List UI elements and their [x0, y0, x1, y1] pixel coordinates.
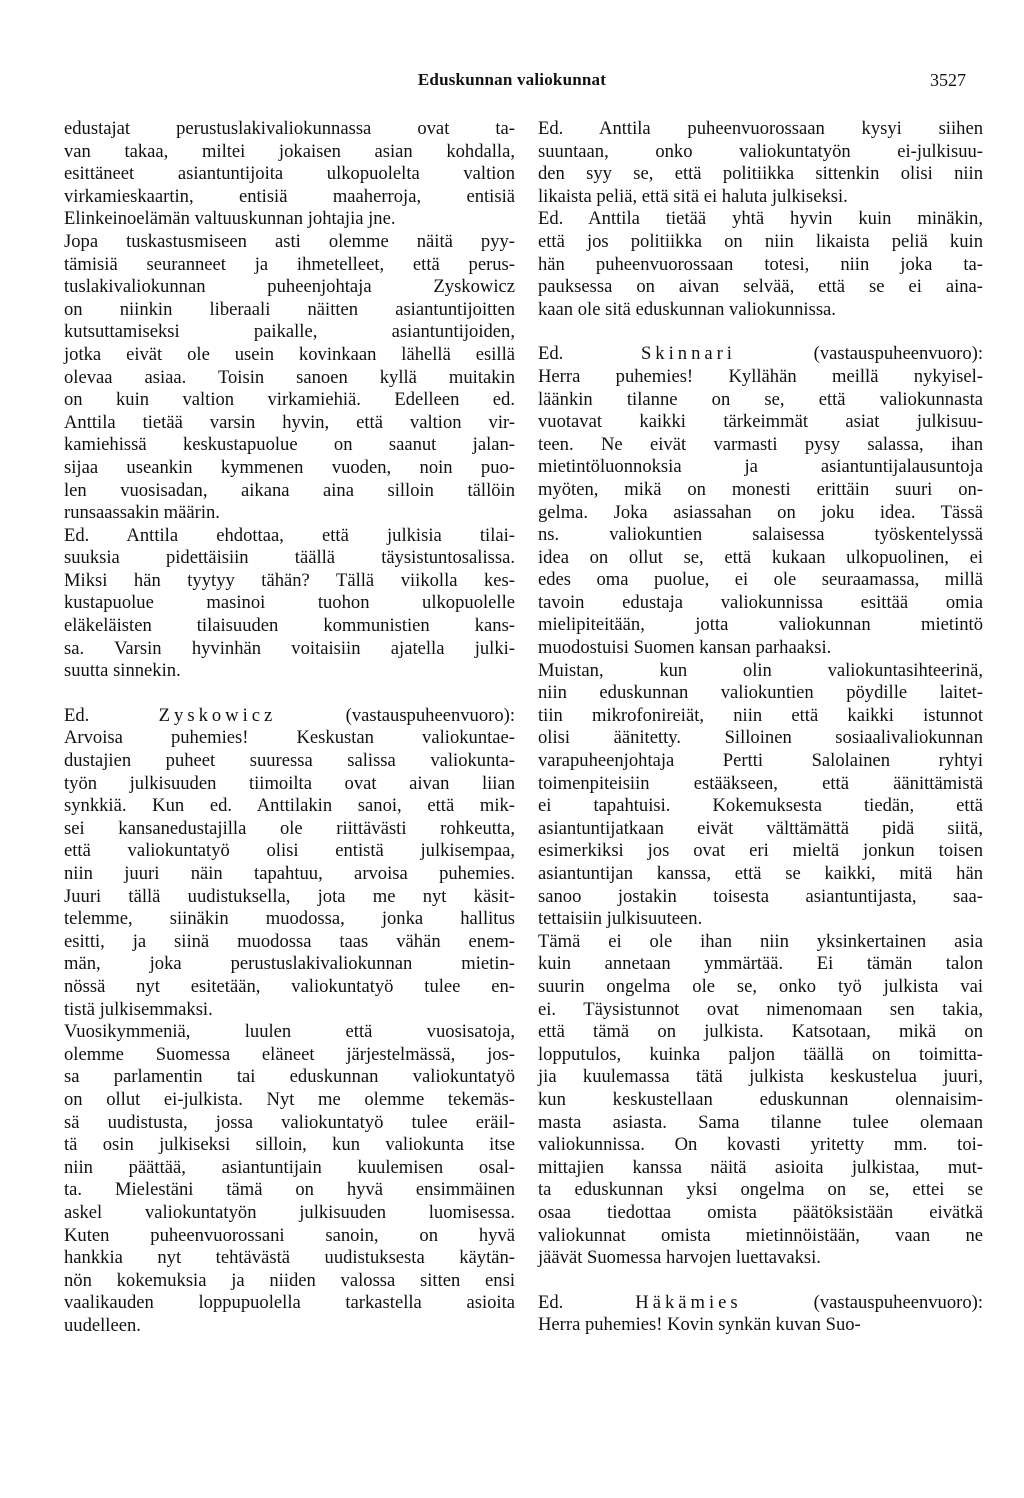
text-line: varapuheenjohtaja Pertti Salolainen ryhtyi: [538, 750, 983, 772]
text-line: esimerkiksi jos ovat eri mieltä jonkun toisen: [538, 840, 983, 862]
left-column: [64, 118, 515, 1337]
text-line: hän puheenvuorossaan totesi, niin joka ta-: [538, 253, 983, 275]
text-line: mielipiteitään, jotta valiokunnan mietintö: [538, 614, 983, 636]
text-line: niin juuri näin tapahtuu, arvoisa puhemies.: [64, 863, 515, 884]
text-line: pauksessa on aivan selvää, että se ei aina-: [538, 276, 983, 298]
text-line: tä osin julkiseksi silloin, kun valiokunta itse: [64, 1134, 515, 1156]
text-line: män, joka perustuslakivaliokunnan mietin-: [64, 953, 515, 975]
text-line: ta. Mielestäni tämä on hyvä ensimmäinen: [64, 1179, 515, 1201]
speaker-note: (vastauspuheenvuoro):: [741, 1291, 983, 1313]
text-line: Herra puhemies! Kyllähän meillä nykyisel-: [538, 365, 983, 387]
text-line: osaa tiedottaa omista päätöksistään eivätkä: [538, 1201, 983, 1223]
paragraph-gap: [538, 321, 983, 343]
text-line: sei kansanedustajilla ole riittävästi rohkeutta,: [64, 817, 515, 839]
text-line: kun keskustellaan eduskunnan olennaisim-: [538, 1088, 983, 1110]
text-line: tiin mikrofonireiät, niin että kaikki istunnot: [538, 704, 983, 726]
text-line: telemme, siinäkin muodossa, jonka hallitus: [64, 908, 515, 930]
text-line: Vuosikymmeniä, luulen että vuosisatoja,: [64, 1021, 515, 1043]
text-line: toimenpiteisiin estääkseen, että äänittämistä: [538, 772, 983, 794]
text-line: tettaisiin julkisuuteen.: [538, 908, 703, 930]
text-line: ei tapahtuisi. Kokemuksesta tiedän, että: [538, 795, 983, 817]
text-line: den syy se, että politiikka sittenkin olisi niin: [538, 163, 983, 185]
text-line: [538, 343, 983, 366]
text-line: jotka eivät ole usein kovinkaan lähellä esillä: [64, 343, 515, 365]
speaker-name: Häkämies: [635, 1291, 742, 1313]
text-line: Elinkeinoelämän valtuuskunnan johtajia jne.: [64, 208, 396, 230]
text-line: ei. Täysistunnot ovat nimenomaan sen takia,: [538, 998, 983, 1020]
speaker-note: (vastauspuheenvuoro):: [735, 343, 983, 365]
text-line: tistä julkisemmaksi.: [64, 998, 213, 1020]
text-line: edes oma puolue, ei ole seuraamassa, millä: [538, 569, 983, 591]
text-line: nössä nyt esitetään, valiokuntatyö tulee en-: [64, 975, 515, 997]
text-line: on niinkin liberaali näitten asiantuntijoitten: [64, 298, 515, 320]
text-line: on ollut ei-julkista. Nyt me olemme tekemäs-: [64, 1088, 515, 1110]
text-line: niin eduskunnan valiokuntien pöydille laitet-: [538, 682, 983, 704]
text-line: mittajien kanssa näitä asioita julkistaa, mut-: [538, 1156, 983, 1178]
text-line: sä uudistusta, jossa valiokuntatyö tulee eräil-: [64, 1111, 515, 1133]
text-line: virkamieskaartin, entisiä maaherroja, entisiä: [64, 185, 515, 207]
text-line: esittäneet asiantuntijoita ulkopuolelta valtion: [64, 163, 515, 185]
text-line: [64, 705, 515, 728]
text-line: askel valiokuntatyön julkisuuden luomisessa.: [64, 1201, 515, 1223]
text-line: suuksia pidettäisiin täällä täysistuntosalissa.: [64, 547, 515, 569]
text-line: ns. valiokuntien salaisessa työskentelyssä: [538, 524, 983, 546]
text-line: len vuosisadan, aikana aina silloin tällöin: [64, 479, 515, 501]
text-line: runsaassakin määrin.: [64, 502, 220, 524]
text-line: Jopa tuskastusmiseen asti olemme näitä pyy-: [64, 230, 515, 252]
text-line: kuin annetaan ymmärtää. Ei tämän talon: [538, 953, 983, 975]
speaker-prefix: Ed.: [64, 704, 159, 726]
text-line: Tämä ei ole ihan niin yksinkertainen asia: [538, 930, 983, 952]
speaker-note: (vastauspuheenvuoro):: [276, 704, 515, 726]
text-line: tavoin edustaja valiokunnissa esittää omia: [538, 591, 983, 613]
paragraph-gap: [538, 1270, 983, 1292]
text-line: olevaa asiaa. Toisin sanoen kyllä muitakin: [64, 366, 515, 388]
text-line: Ed. Anttila puheenvuorossaan kysyi siihen: [538, 118, 983, 139]
text-line: että tämä on julkista. Katsotaan, mikä on: [538, 1021, 983, 1043]
text-line: lopputulos, kuinka paljon täällä on toimitta-: [538, 1043, 983, 1065]
text-line: olisi äänitetty. Silloinen sosiaalivaliokunnan: [538, 727, 983, 749]
text-line: vuotavat kaikki tärkeimmät asiat julkisuu-: [538, 411, 983, 433]
speaker-name: Skinnari: [640, 343, 736, 365]
text-line: uudelleen.: [64, 1314, 141, 1336]
text-line: Miksi hän tyytyy tähän? Tällä viikolla kes-: [64, 569, 515, 591]
text-line: kustapuolue masinoi tuohon ulkopuolelle: [64, 592, 515, 614]
text-line: masta asiasta. Sama tilanne tulee olemaan: [538, 1111, 983, 1133]
text-line: olemme Suomessa eläneet järjestelmässä, jos-: [64, 1043, 515, 1065]
text-line: on kuin valtion virkamiehiä. Edelleen ed.: [64, 389, 515, 411]
text-line: tämisiä seuranneet ja ihmetelleet, että perus-: [64, 253, 515, 275]
text-line: Arvoisa puhemies! Keskustan valiokuntae-: [64, 727, 515, 749]
text-line: työn julkisuuden tiimoilta ovat aivan liian: [64, 772, 515, 794]
text-line: valiokunnat omista mietinnöistään, vaan ne: [538, 1224, 983, 1246]
paragraph-gap: [64, 683, 515, 705]
text-line: Muistan, kun olin valiokuntasihteerinä,: [538, 659, 983, 681]
text-line: muodostuisi Suomen kansan parhaaksi.: [538, 637, 832, 659]
text-line: [538, 1292, 983, 1315]
text-line: niin päättää, asiantuntijain kuulemisen osal-: [64, 1156, 515, 1178]
text-line: synkkiä. Kun ed. Anttilakin sanoi, että mik-: [64, 795, 515, 817]
text-line: Ed. Anttila tietää yhtä hyvin kuin minäkin,: [538, 208, 983, 230]
text-line: likaista peliä, että sitä ei haluta julkiseksi.: [538, 185, 848, 207]
text-line: tuslakivaliokunnan puheenjohtaja Zyskowicz: [64, 276, 515, 298]
text-line: että valiokuntatyö olisi entistä julkisempaa,: [64, 840, 515, 862]
text-line: Juuri tällä uudistuksella, jota me nyt käsit-: [64, 885, 515, 907]
text-line: jäävät Suomessa harvojen luettavaksi.: [538, 1247, 821, 1269]
text-line: van takaa, miltei jokaisen asian kohdalla,: [64, 140, 515, 162]
text-line: kamiehissä keskustapuolue on saanut jalan-: [64, 434, 515, 456]
text-line: valiokunnissa. On kovasti yritetty mm. toi-: [538, 1134, 983, 1156]
text-line: ta eduskunnan yksi ongelma on se, ettei se: [538, 1179, 983, 1201]
text-line: läänkin tilanne on se, että valiokunnasta: [538, 388, 983, 410]
text-line: hankkia nyt tehtävästä uudistuksesta käytän-: [64, 1247, 515, 1269]
text-line: sanoo jostakin toisesta asiantuntijasta, saa-: [538, 885, 983, 907]
text-line: edustajat perustuslakivaliokunnassa ovat ta-: [64, 118, 515, 139]
text-line: idea on ollut se, että kukaan ulkopuolinen, ei: [538, 546, 983, 568]
page-number: 3527: [930, 70, 966, 90]
text-line: asiantuntijan kanssa, että se kaikki, mitä hän: [538, 863, 983, 884]
text-line: dustajien puheet suuressa salissa valiokunta-: [64, 750, 515, 772]
text-line: esitti, ja siinä muodossa taas vähän enem-: [64, 930, 515, 952]
text-line: sa parlamentin tai eduskunnan valiokuntatyö: [64, 1066, 515, 1088]
speaker-prefix: Ed.: [538, 1291, 636, 1313]
text-line: vaalikauden loppupuolella tarkastella asioita: [64, 1292, 515, 1314]
text-line: Herra puhemies! Kovin synkän kuvan Suo-: [538, 1314, 861, 1336]
text-line: kaan ole sitä eduskunnan valiokunnissa.: [538, 298, 836, 320]
text-line: sijaa useankin kymmenen vuoden, noin puo-: [64, 456, 515, 478]
text-line: että jos politiikka on niin likaista peliä kuin: [538, 230, 983, 252]
text-line: asiantuntijatkaan eivät välttämättä pidä siitä,: [538, 817, 983, 839]
right-column: [538, 118, 983, 1337]
text-line: myöten, mikä on monesti erittäin suuri on-: [538, 478, 983, 500]
text-line: gelma. Joka asiassahan on joku idea. Tässä: [538, 501, 983, 523]
text-line: jia kuulemassa tätä julkista keskustelua juuri,: [538, 1066, 983, 1088]
text-line: teen. Ne eivät varmasti pysy salassa, ihan: [538, 433, 983, 455]
speaker-name: Zyskowicz: [158, 704, 277, 726]
text-line: kutsuttamiseksi paikalle, asiantuntijoiden,: [64, 321, 515, 343]
speaker-prefix: Ed.: [538, 343, 641, 365]
text-line: mietintöluonnoksia ja asiantuntijalausuntoja: [538, 456, 983, 478]
text-line: suuntaan, onko valiokuntatyön ei-julkisuu-: [538, 140, 983, 162]
text-line: eläkeläisten tilaisuuden kommunistien kans-: [64, 615, 515, 637]
text-line: suutta sinnekin.: [64, 660, 181, 682]
text-line: Kuten puheenvuorossani sanoin, on hyvä: [64, 1224, 515, 1246]
text-line: sa. Varsin hyvinhän voitaisiin ajatella julki-: [64, 637, 515, 659]
running-title: Eduskunnan valiokunnat: [417, 70, 607, 89]
text-line: Ed. Anttila ehdottaa, että julkisia tilai-: [64, 524, 515, 546]
text-line: nön kokemuksia ja niiden valossa sitten ensi: [64, 1269, 515, 1291]
text-line: suurin ongelma ole se, onko työ julkista vai: [538, 975, 983, 997]
text-line: Anttila tietää varsin hyvin, että valtion vir-: [64, 411, 515, 433]
